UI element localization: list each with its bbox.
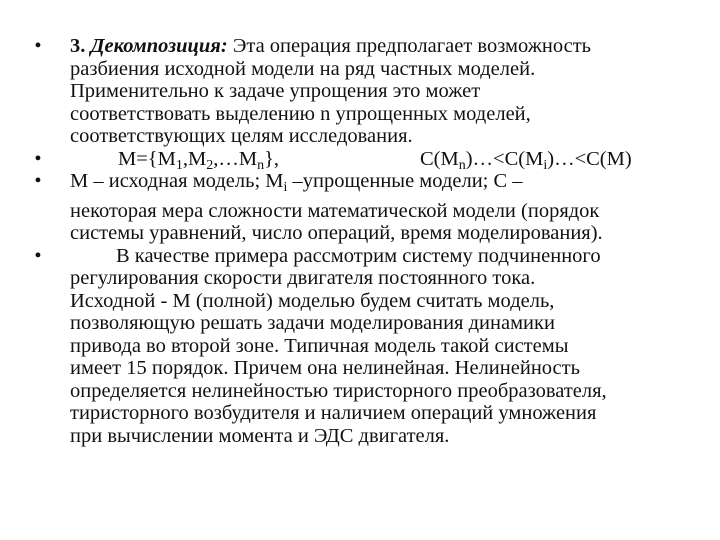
bullet-decomposition [28,35,708,148]
term-heading: Декомпозиция: [90,35,228,57]
bullet-example [28,245,708,448]
bullet-dot: • [34,244,42,267]
text-line: M – исходная модель; $M_i$ –упрощенные модели; C – [70,170,523,195]
item-number: 3. [70,35,86,57]
bullet-dot: • [34,170,42,192]
text-line: соответствующих целям исследования. [70,125,413,147]
bullet-definitions [28,170,708,245]
text-line: имеет 15 порядок. Причем она нелинейная. Нелинейность [70,357,580,379]
bullet-formula [28,148,708,171]
text-line: регулирования скорости двигателя постоянного тока. [70,267,536,289]
text-line: некоторая мера сложности математической модели (порядок [70,199,600,222]
text-line: Применительно к задаче упрощения это может [70,80,481,102]
text-line: В качестве примера рассмотрим систему подчиненного [116,244,601,267]
text-line: системы уравнений, число операций, время моделирования). [70,222,603,244]
text-line: разбиения исходной модели на ряд частных моделей. [70,57,536,80]
bullet-dot: • [34,35,42,57]
complexity-formula: $C(M_n)\dots<C(M_i)\dots<C(M)$ [420,147,632,173]
text-line: соответствовать выделению n упрощенных моделей, [70,102,531,125]
text-line: при вычислении момента и ЭДС двигателя. [70,424,450,447]
bullet-dot: • [34,147,42,170]
text-line: позволяющую решать задачи моделирования динамики [70,312,555,334]
text-line: определяется нелинейностью тиристорного преобразователя, [70,379,607,402]
text-line: тиристорного возбудителя и наличием операций умножения [70,402,597,424]
bullet-list [28,35,708,447]
formula-line [70,148,708,171]
text-line [70,35,708,58]
model-set-formula: $M=\{M_1,M_2,\dots M_n\}$, [118,147,280,173]
text-fragment: Эта операция предполагает возможность [232,35,592,57]
text-line: Исходной - M (полной) моделью будем считать модель, [70,289,555,312]
text-line: привода во второй зоне. Типичная модель такой системы [70,334,569,357]
